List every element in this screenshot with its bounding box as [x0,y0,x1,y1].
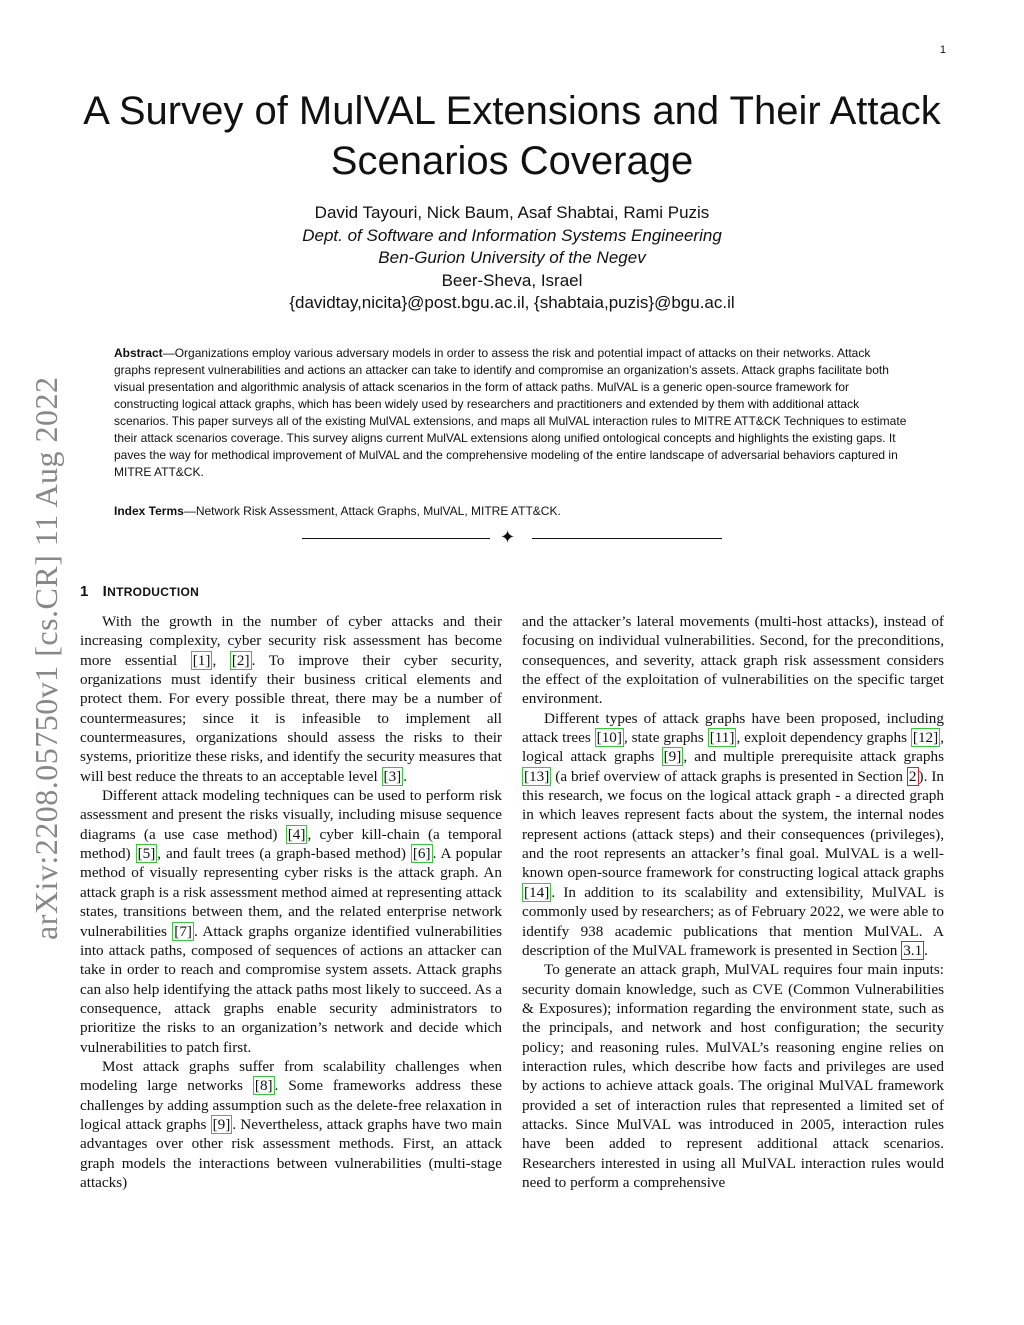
paragraph-text: , state graphs [623,729,708,747]
index-terms-text: —Network Risk Assessment, Attack Graphs, MulVAL, MITRE ATT&CK. [183,504,561,518]
paragraph-text: . In addition to its scalability and extensibility, MulVAL is commonly used by researchers; as of February 2022, we were able to identify 938 academic publications that mention MulVAL. A description of the MulVAL framework is presented in Section [522,883,944,959]
citation-link[interactable]: [9] [663,748,682,766]
abstract [114,345,910,481]
citation-link[interactable]: [10] [596,729,622,747]
paragraph [522,960,944,1192]
section-title-rest: NTRODUCTION [107,585,200,599]
left-column [80,612,502,1192]
paragraph-text: , [212,651,230,669]
city: Beer-Sheva, Israel [441,270,583,290]
paragraph-text: , and fault trees (a graph-based method) [157,845,411,863]
paragraph [522,612,944,709]
title-line-1: A Survey of MulVAL Extensions and Their Attack [83,89,941,133]
section-link[interactable]: 3.1 [903,941,923,959]
department: Dept. of Software and Information Systems Engineering [302,225,722,245]
paragraph-text: , cyber kill-chain (a temporal method) [80,825,502,863]
section-number: 1 [80,583,89,600]
citation-link[interactable]: [13] [524,767,550,785]
citation-link[interactable]: [3] [383,767,402,785]
paragraph-text: To generate an attack graph, MulVAL requires four main inputs: security domain knowledge, such as CVE (Common Vulnerabilities & Exposures); information regarding the environment state, such as the principals, and network and host configuration; the security policy; and reasoning rules. MulVAL’s reasoning engine relies on interaction rules, which describe how facts and privileges are used by actions to achieve attack goals. The original MulVAL framework provided a set of interaction rules that represented a limited set of attacks. Since MulVAL was introduced in 2005, interaction rules have been added to represent additional attack scenarios. Researchers interested in using all MulVAL interaction rules would need to perform a comprehensive [522,961,944,1191]
citation-link[interactable]: [8] [254,1077,273,1095]
abstract-label: Abstract [114,346,163,360]
paragraph-text: Different types of attack graphs have been proposed, including attack trees [522,709,944,747]
citation-link[interactable]: [11] [709,729,735,747]
paragraph [80,612,502,786]
citation-link[interactable]: [9] [212,1115,231,1133]
paragraph-text: Most attack graphs suffer from scalability challenges when modeling large networks [80,1057,502,1095]
section-first-letter: I [102,583,108,600]
citation-link[interactable]: [7] [174,922,192,940]
paragraph-text: , exploit dependency graphs [736,729,911,747]
citation-link[interactable]: [2] [231,651,250,669]
section-heading [80,583,199,600]
arxiv-stamp: arXiv:2208.05750v1 [cs.CR] 11 Aug 2022 [28,376,64,940]
citation-link[interactable]: [1] [192,651,211,669]
paragraph-text: Different attack modeling techniques can be used to perform risk assessment and present the risks visually, including misuse sequence diagrams (a use case method) [80,787,502,843]
paragraph-text: . A popular method of visually representing cyber risks is the attack graph. An attack graph is a risk assessment method aimed at representing attack states, transitions between them, and the related enterprise network vulnerabilities [80,845,502,940]
citation-link[interactable]: [6] [412,845,431,863]
separator-line-right [532,538,722,539]
paragraph-text: . Some frameworks address these challenges by adding assumption such as the delete-free relaxation in logical attack graphs [80,1077,502,1133]
paragraph-text: (a brief overview of attack graphs is presented in Section [551,767,907,785]
citation-link[interactable]: [12] [912,729,939,747]
paragraph-text: . Nevertheless, attack graphs have two main advantages over other risk assessment methods. First, an attack graph models the interactions between vulnerabilities (multi-stage attacks) [80,1115,502,1191]
abstract-text: —Organizations employ various adversary models in order to assess the risk and potential impact of attacks on their networks. Attack graphs represent vulnerabilities and actions an attacker can take to identify and compromise an organization’s assets. Attack graphs facilitate both visual presentation and algorithmic analysis of attack scenarios in the form of attack paths. MulVAL is a generic open-source framework for constructing logical attack graphs, which has been widely used by researchers and practitioners and extended by them with additional attack scenarios. This paper surveys all of the existing MulVAL extensions, and maps all MulVAL interaction rules to MITRE ATT&CK Techniques to estimate their attack scenarios coverage. This survey aligns current MulVAL extensions along unified ontological concepts and highlights the existing gaps. It paves the way for methodical improvement of MulVAL and the comprehensive modeling of the entire landscape of adversarial behaviors captured in MITRE ATT&CK. [114,346,907,479]
separator-line-left [302,538,490,539]
citation-link[interactable]: [5] [137,845,156,863]
title-line-2: Scenarios Coverage [330,139,694,183]
author-block [200,202,824,315]
paragraph-text: With the growth in the number of cyber attacks and their increasing complexity, cyber security risk assessment has become more essential [80,613,502,669]
paragraph [522,709,944,960]
citation-link[interactable]: [4] [287,825,306,843]
paragraph [80,1057,502,1192]
university: Ben-Gurion University of the Negev [378,248,646,267]
paragraph-text: . [403,767,408,785]
paper-title [60,86,964,186]
paragraph-text: , and multiple prerequisite attack graphs [683,748,944,766]
index-terms-label: Index Terms [114,504,184,518]
page-number: 1 [939,44,946,56]
paragraph-text: ). In this research, we focus on the logical attack graph - a directed graph in which leaves represent facts about the system, the internal nodes represent actions (attack steps) and their consequences (privileges), and the root represents an attacker’s final goal. MulVAL is a well-known open-source framework for constructing logical attack graphs [522,767,944,882]
paragraph [80,786,502,1057]
section-link[interactable]: 2 [908,767,917,785]
separator-star-icon: ✦ [500,527,516,548]
index-terms [114,503,910,520]
authors: David Tayouri, Nick Baum, Asaf Shabtai, Rami Puzis [314,203,710,222]
emails: {davidtay,nicita}@post.bgu.ac.il, {shabtaia,puzis}@bgu.ac.il [289,293,735,312]
right-column [522,612,944,1192]
paragraph-text: . To improve their cyber security, organizations must identify their business critical elements and protect them. For every possible threat, there may be a number of countermeasures; since it is infeasible to implement all countermeasures, organizations should assess the risks to their systems, prioritize these risks, and identify the security measures that will best reduce the threats to an acceptable level [80,651,502,785]
paragraph-text: . [924,941,928,959]
paragraph-text: . Attack graphs organize identified vulnerabilities into attack paths, composed of sequences of actions an attacker can take in order to reach and compromise system assets. Attack graphs can also help identifying the attack paths most likely to succeed. As a consequence, attack graphs enable security administrators to prioritize the risks to an organization’s network and decide which vulnerabilities to patch first. [80,922,502,1056]
paragraph-text: and the attacker’s lateral movements (multi-host attacks), instead of focusing on individual vulnerabilities. Second, for the preconditions, consequences, and severity, attack graph risk assessment considers the effect of the exploitation of vulnerabilities on the specific target environment. [522,613,944,708]
citation-link[interactable]: [14] [524,883,550,901]
section-separator [302,529,722,549]
paragraph-text: , logical attack graphs [522,729,944,766]
